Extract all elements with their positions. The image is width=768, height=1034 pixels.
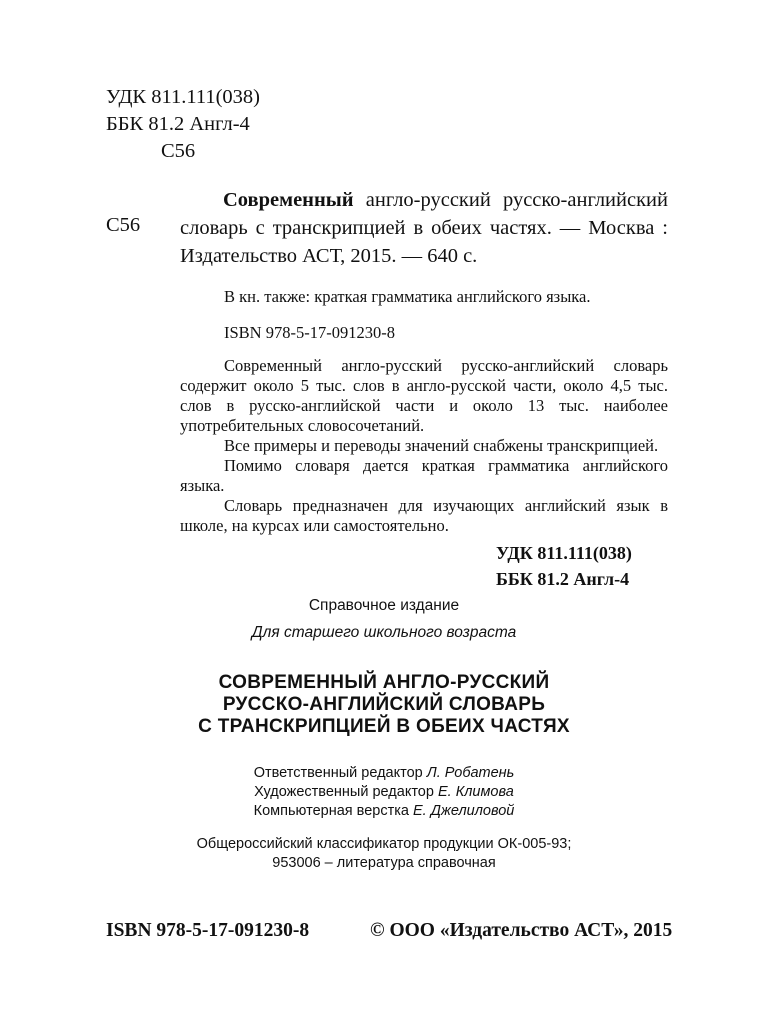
bibliographic-description [180, 186, 668, 270]
book-title-bold: Современный [223, 189, 354, 211]
abstract [180, 356, 668, 536]
title-line: СОВРЕМЕННЫЙ АНГЛО-РУССКИЙ [218, 672, 550, 693]
annotation-margin-mark: С56 [106, 214, 141, 236]
credit-role: Ответственный редактор [253, 765, 427, 781]
abstract-paragraph: Все примеры и переводы значений снабжены транскрипцией. [224, 436, 659, 455]
edition-type: Справочное издание [308, 597, 460, 614]
footer-copyright: © ООО «Издательство АСТ», 2015 [370, 920, 673, 941]
annotation-isbn: ISBN 978-5-17-091230-8 [224, 323, 395, 342]
abstract-paragraph: Помимо словаря дается краткая грамматика английского языка. [180, 456, 668, 495]
credit-name: Е. Джелиловой [412, 803, 515, 819]
annotation-note: В кн. также: краткая грамматика английского языка. [224, 287, 591, 306]
credits [0, 764, 768, 821]
bbk-code: ББК 81.2 Англ-4 [106, 113, 250, 135]
abstract-paragraph: Современный англо-русский русско-английский словарь содержит около 5 тыс. слов в англо-русской части, около 4,5 тыс. слов в русско-английской части и около 13 тыс. наиболее употребительных словосочетаний. [180, 356, 668, 435]
classification-block [106, 84, 260, 165]
credit-line [0, 802, 768, 821]
footer-isbn: ISBN 978-5-17-091230-8 [106, 920, 310, 941]
title-line: С ТРАНСКРИПЦИЕЙ В ОБЕИХ ЧАСТЯХ [198, 716, 570, 737]
author-mark: С56 [161, 140, 196, 162]
credit-name: Л. Робатень [426, 765, 515, 781]
credit-role: Компьютерная верстка [253, 803, 413, 819]
product-classifier [0, 835, 768, 873]
classification-right [496, 540, 632, 592]
udk-code-right: УДК 811.111(038) [496, 543, 632, 563]
credit-name: Е. Климова [437, 784, 514, 800]
credit-line [0, 764, 768, 783]
audience: Для старшего школьного возраста [251, 624, 517, 641]
classifier-line: Общероссийский классификатор продукции ОК-005-93; [196, 836, 572, 852]
credit-line [0, 783, 768, 802]
book-description: англо-русский русско-английский словарь с транскрипцией в обеих частях. — Москва : Издательство АСТ, 2015. — 640 с. [180, 189, 668, 267]
book-title [0, 672, 768, 738]
udk-code: УДК 811.111(038) [106, 86, 260, 108]
abstract-paragraph: Словарь предназначен для изучающих английский язык в школе, на курсах или самостоятельно. [180, 496, 668, 535]
credit-role: Художественный редактор [254, 784, 438, 800]
bbk-code-right: ББК 81.2 Англ-4 [496, 569, 630, 589]
classifier-line: 953006 – литература справочная [272, 855, 496, 871]
title-line: РУССКО-АНГЛИЙСКИЙ СЛОВАРЬ [222, 694, 546, 715]
